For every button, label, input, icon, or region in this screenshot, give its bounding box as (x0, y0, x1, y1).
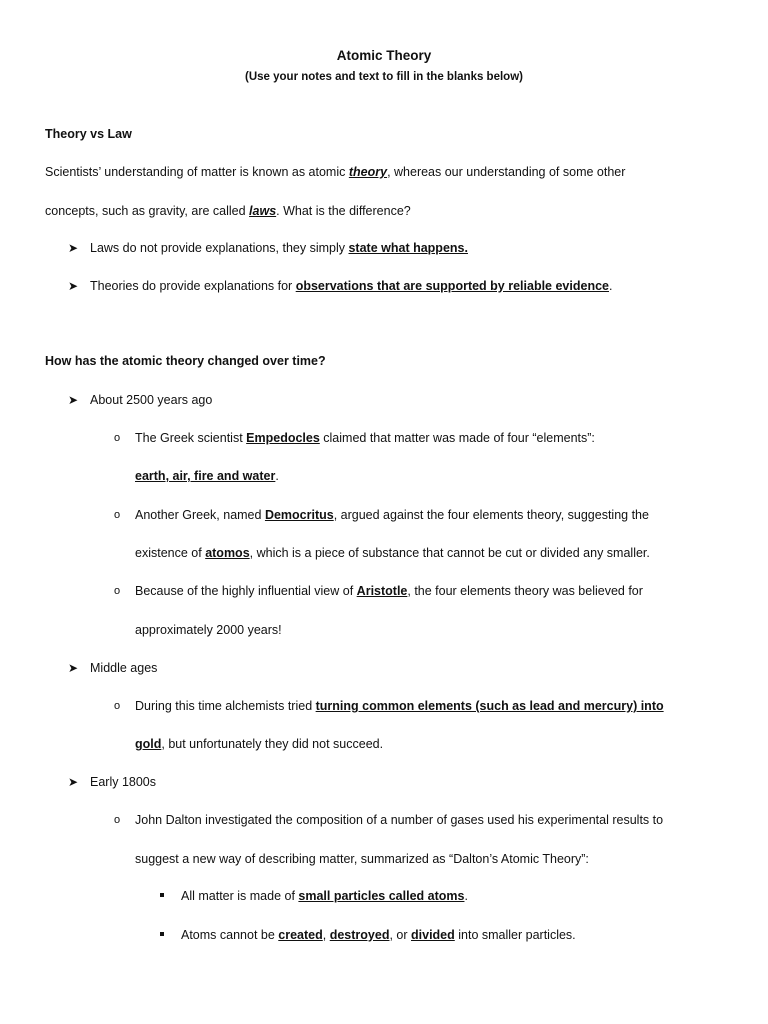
circle-bullet-icon: o (114, 509, 121, 521)
page-subtitle: (Use your notes and text to fill in the blanks below) (245, 71, 523, 83)
sub-bullet-aristotle (135, 583, 643, 599)
text: . (464, 889, 468, 903)
sub-bullet-empedocles-line-2 (135, 468, 279, 484)
sub-bullet-empedocles (135, 430, 595, 446)
answer-small-particles: small particles called atoms (298, 889, 465, 903)
answer-observations: observations that are supported by reliable evidence (295, 279, 609, 293)
answer-democritus: Democritus (264, 508, 334, 522)
paragraph-line-1 (45, 164, 625, 180)
section-heading-atomic-theory-changes: How has the atomic theory changed over time? (45, 354, 326, 368)
text: , the four elements theory was believed for (407, 584, 643, 598)
sub-bullet-democritus (135, 507, 649, 523)
text: , or (389, 928, 412, 942)
text: . (275, 469, 279, 483)
circle-bullet-icon: o (114, 700, 121, 712)
answer-atomos: atomos (205, 546, 250, 560)
answer-gold: gold (135, 737, 162, 751)
era-early-1800s: Early 1800s (90, 775, 157, 789)
circle-bullet-icon: o (114, 814, 121, 826)
sub-bullet-dalton-line-2: suggest a new way of describing matter, summarized as “Dalton’s Atomic Theory”: (135, 852, 589, 866)
text: claimed that matter was made of four “elements”: (319, 431, 595, 445)
answer-destroyed: destroyed (329, 928, 390, 942)
dalton-point-2 (181, 927, 576, 943)
sub-bullet-alchemists (135, 698, 664, 714)
section-heading-theory-vs-law: Theory vs Law (45, 127, 132, 141)
text: , argued against the four elements theory, suggesting the (333, 508, 649, 522)
answer-four-elements: earth, air, fire and water (135, 469, 276, 483)
text: Because of the highly influential view of (135, 584, 357, 598)
answer-divided: divided (411, 928, 455, 942)
dalton-point-1 (181, 888, 468, 904)
text: All matter is made of (181, 889, 299, 903)
text: During this time alchemists tried (135, 699, 316, 713)
text: . (608, 279, 613, 293)
paragraph-line-2 (45, 203, 411, 219)
arrow-bullet-icon: ➤ (68, 393, 79, 407)
square-bullet-icon (160, 932, 164, 936)
answer-empedocles: Empedocles (246, 431, 320, 445)
text: The Greek scientist (135, 431, 247, 445)
answer-theory: theory (348, 165, 388, 179)
answer-created: created (278, 928, 323, 942)
arrow-bullet-icon: ➤ (68, 241, 79, 255)
answer-state-what-happens: state what happens. (348, 241, 468, 255)
text: Scientists’ understanding of matter is known as atomic (45, 165, 349, 179)
text: . What is the difference? (276, 204, 411, 218)
era-2500-years-ago: About 2500 years ago (90, 393, 213, 407)
answer-turning-elements: turning common elements (such as lead and mercury) into (315, 699, 664, 713)
text: into smaller particles. (454, 928, 576, 942)
circle-bullet-icon: o (114, 585, 121, 597)
bullet-laws (90, 240, 468, 256)
text: Another Greek, named (135, 508, 265, 522)
circle-bullet-icon: o (114, 432, 121, 444)
text: existence of (135, 546, 206, 560)
text: Theories do provide explanations for (90, 279, 296, 293)
sub-bullet-alchemists-line-2 (135, 736, 383, 752)
bullet-theories (90, 278, 612, 294)
answer-laws: laws (249, 204, 277, 218)
sub-bullet-aristotle-line-2: approximately 2000 years! (135, 623, 282, 637)
arrow-bullet-icon: ➤ (68, 279, 79, 293)
arrow-bullet-icon: ➤ (68, 775, 79, 789)
text: Laws do not provide explanations, they simply (90, 241, 349, 255)
arrow-bullet-icon: ➤ (68, 661, 79, 675)
text: , whereas our understanding of some other (387, 165, 626, 179)
text: concepts, such as gravity, are called (45, 204, 250, 218)
era-middle-ages: Middle ages (90, 661, 158, 675)
text: , which is a piece of substance that cannot be cut or divided any smaller. (249, 546, 650, 560)
answer-aristotle: Aristotle (356, 584, 408, 598)
text: , but unfortunately they did not succeed. (161, 737, 384, 751)
sub-bullet-dalton: John Dalton investigated the composition of a number of gases used his experimental results to (135, 813, 664, 827)
square-bullet-icon (160, 893, 164, 897)
sub-bullet-democritus-line-2 (135, 545, 650, 561)
text: Atoms cannot be (181, 928, 279, 942)
text: , (322, 928, 330, 942)
page-title: Atomic Theory (336, 48, 432, 63)
